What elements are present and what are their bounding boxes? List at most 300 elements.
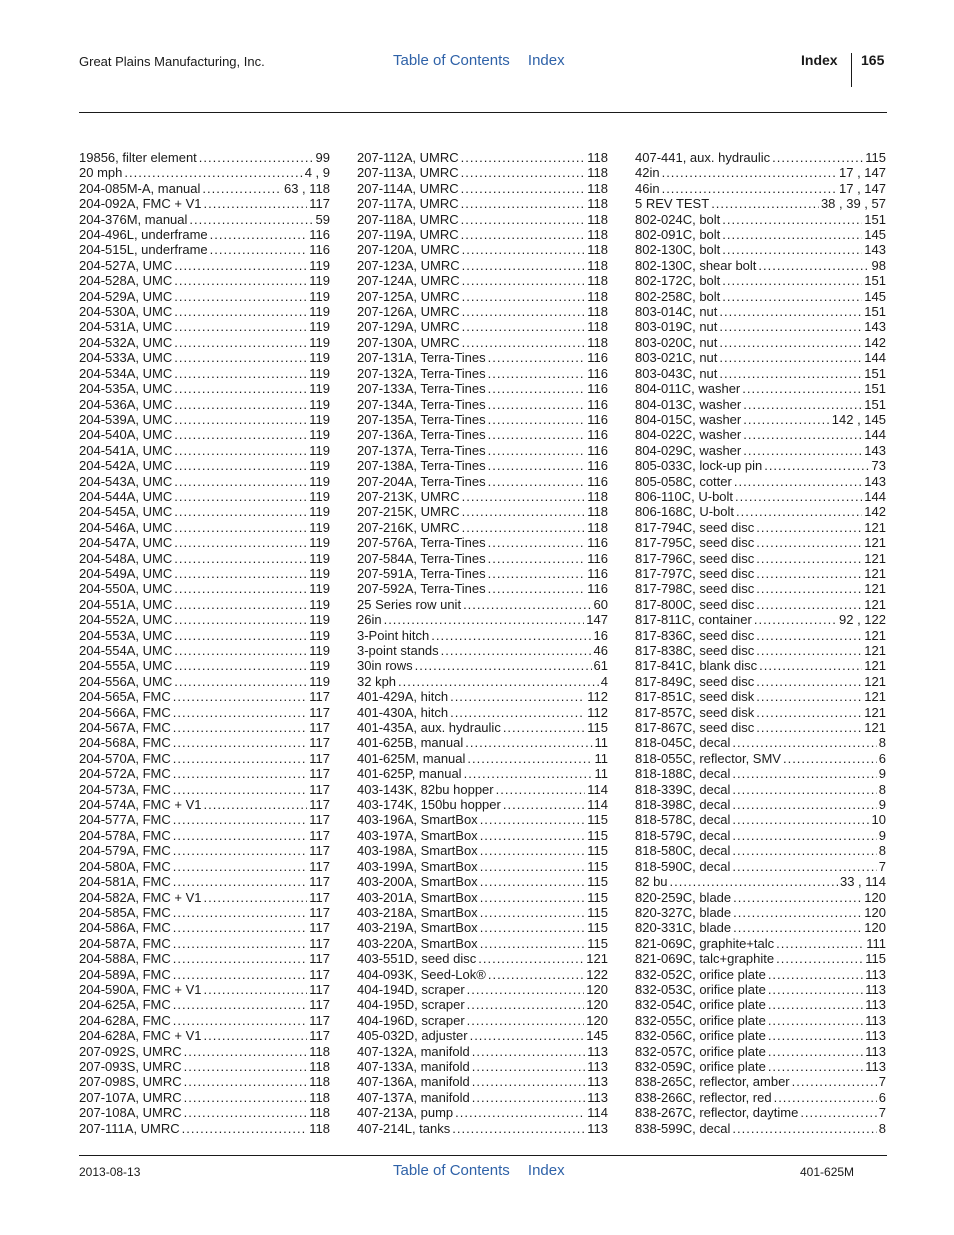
index-entry[interactable] [635, 705, 886, 720]
index-entry[interactable] [79, 828, 330, 843]
index-entry-page-link[interactable]: 151 [864, 304, 886, 320]
index-entry[interactable] [79, 381, 330, 396]
index-entry-page-link[interactable]: 113 [587, 1074, 608, 1090]
index-entry[interactable] [635, 890, 886, 905]
index-entry[interactable] [79, 1059, 330, 1074]
index-entry-page-link[interactable]: 118 [587, 150, 608, 165]
index-entry-page-link[interactable]: 142 , 145 [831, 411, 886, 427]
index-entry-page-link[interactable]: 122 [586, 966, 608, 982]
index-entry[interactable] [79, 581, 330, 596]
index-entry[interactable] [357, 412, 608, 427]
index-entry-page-link[interactable]: 117 [309, 704, 330, 720]
index-entry[interactable] [357, 658, 608, 673]
index-entry[interactable] [635, 165, 886, 180]
index-entry-page-link[interactable]: 118 [309, 1089, 330, 1105]
index-entry[interactable] [635, 474, 886, 489]
index-entry[interactable] [357, 967, 608, 982]
index-entry[interactable] [357, 397, 608, 412]
index-entry-page-link[interactable]: 115 [587, 889, 608, 905]
index-entry-page-link[interactable]: 117 [309, 827, 330, 843]
index-entry[interactable] [635, 1105, 886, 1120]
index-entry-page-link[interactable]: 116 [309, 227, 330, 243]
index-entry[interactable] [79, 181, 330, 196]
index-entry[interactable] [357, 782, 608, 797]
index-entry[interactable] [357, 273, 608, 288]
index-entry-page-link[interactable]: 118 [587, 165, 608, 181]
index-entry[interactable] [635, 874, 886, 889]
index-entry-page-link[interactable]: 9 [878, 827, 886, 843]
index-entry[interactable] [357, 566, 608, 581]
index-entry-page-link[interactable]: 121 [864, 519, 886, 535]
index-entry-page-link[interactable]: 117 [309, 766, 330, 782]
index-entry-page-link[interactable]: 33 , 114 [839, 874, 886, 890]
index-entry-page-link[interactable]: 151 [864, 381, 886, 397]
index-entry[interactable] [635, 597, 886, 612]
index-entry-page-link[interactable]: 117 [309, 1028, 330, 1044]
index-entry[interactable] [635, 458, 886, 473]
index-entry-page-link[interactable]: 118 [309, 1105, 330, 1121]
index-entry-page-link[interactable]: 142 [864, 504, 886, 520]
index-entry-page-link[interactable]: 117 [309, 797, 330, 813]
index-entry-page-link[interactable]: 115 [587, 812, 608, 828]
index-entry[interactable] [635, 566, 886, 581]
index-entry[interactable] [357, 427, 608, 442]
index-entry[interactable] [357, 335, 608, 350]
index-entry-page-link[interactable]: 119 [309, 473, 330, 489]
index-entry-page-link[interactable]: 119 [309, 381, 330, 397]
index-entry-page-link[interactable]: 9 [878, 797, 886, 813]
index-entry[interactable] [79, 304, 330, 319]
index-entry-page-link[interactable]: 16 [593, 627, 608, 643]
index-entry-page-link[interactable]: 118 [587, 227, 608, 243]
index-entry-page-link[interactable]: 121 [864, 565, 886, 581]
index-entry[interactable] [79, 551, 330, 566]
index-entry[interactable] [357, 643, 608, 658]
index-entry[interactable] [79, 936, 330, 951]
index-entry-page-link[interactable]: 151 [864, 365, 886, 381]
index-entry[interactable] [357, 165, 608, 180]
index-entry-page-link[interactable]: 120 [586, 1012, 608, 1028]
index-entry-page-link[interactable]: 98 [871, 257, 886, 273]
index-entry-page-link[interactable]: 7 [878, 1074, 886, 1090]
index-entry-page-link[interactable]: 143 [864, 442, 886, 458]
index-entry-page-link[interactable]: 119 [309, 596, 330, 612]
index-entry[interactable] [357, 304, 608, 319]
index-entry-page-link[interactable]: 121 [864, 596, 886, 612]
index-entry-page-link[interactable]: 11 [594, 766, 608, 782]
index-entry-page-link[interactable]: 143 [864, 319, 886, 335]
index-entry[interactable] [635, 843, 886, 858]
index-entry[interactable] [357, 705, 608, 720]
index-entry[interactable] [357, 612, 608, 627]
index-entry-page-link[interactable]: 118 [587, 504, 608, 520]
index-entry[interactable] [357, 196, 608, 211]
index-entry-page-link[interactable]: 145 [586, 1028, 608, 1044]
index-entry[interactable] [635, 181, 886, 196]
index-entry-page-link[interactable]: 119 [309, 304, 330, 320]
index-entry-page-link[interactable]: 119 [309, 581, 330, 597]
index-entry[interactable] [635, 828, 886, 843]
index-entry-page-link[interactable]: 117 [309, 966, 330, 982]
index-entry[interactable] [635, 797, 886, 812]
index-entry-page-link[interactable]: 121 [586, 951, 608, 967]
index-entry-page-link[interactable]: 119 [309, 673, 330, 689]
index-entry-page-link[interactable]: 113 [587, 1120, 608, 1136]
index-entry-page-link[interactable]: 116 [587, 550, 608, 566]
index-entry[interactable] [635, 674, 886, 689]
index-entry[interactable] [357, 1105, 608, 1120]
index-entry[interactable] [79, 1013, 330, 1028]
index-entry-page-link[interactable]: 114 [587, 781, 608, 797]
index-entry[interactable] [79, 705, 330, 720]
index-entry[interactable] [357, 350, 608, 365]
index-entry-page-link[interactable]: 119 [309, 458, 330, 474]
index-entry-page-link[interactable]: 120 [864, 889, 886, 905]
index-entry[interactable] [635, 335, 886, 350]
index-entry[interactable] [79, 782, 330, 797]
index-entry-page-link[interactable]: 11 [594, 750, 608, 766]
index-entry-page-link[interactable]: 119 [309, 288, 330, 304]
index-entry-page-link[interactable]: 115 [587, 720, 608, 736]
index-entry-page-link[interactable]: 112 [587, 704, 608, 720]
index-entry[interactable] [635, 1090, 886, 1105]
index-entry-page-link[interactable]: 7 [878, 858, 886, 874]
index-entry-page-link[interactable]: 119 [309, 396, 330, 412]
index-entry[interactable] [357, 766, 608, 781]
index-entry-page-link[interactable]: 8 [878, 781, 886, 797]
index-entry-page-link[interactable]: 119 [309, 427, 330, 443]
index-entry-page-link[interactable]: 117 [309, 735, 330, 751]
index-entry-page-link[interactable]: 118 [587, 334, 608, 350]
index-entry[interactable] [635, 751, 886, 766]
index-entry[interactable] [357, 443, 608, 458]
index-entry-page-link[interactable]: 8 [878, 1120, 886, 1136]
index-entry-page-link[interactable]: 119 [309, 488, 330, 504]
index-entry-page-link[interactable]: 117 [309, 920, 330, 936]
index-entry-page-link[interactable]: 142 [864, 334, 886, 350]
index-entry-page-link[interactable]: 115 [587, 874, 608, 890]
index-entry-page-link[interactable]: 151 [864, 396, 886, 412]
index-entry[interactable] [357, 982, 608, 997]
index-entry-page-link[interactable]: 115 [865, 951, 886, 967]
index-entry[interactable] [79, 196, 330, 211]
index-entry-page-link[interactable]: 121 [864, 704, 886, 720]
index-entry-page-link[interactable]: 118 [587, 304, 608, 320]
index-entry[interactable] [357, 920, 608, 935]
index-entry-page-link[interactable]: 120 [864, 904, 886, 920]
index-entry-page-link[interactable]: 117 [309, 935, 330, 951]
index-entry-page-link[interactable]: 115 [587, 827, 608, 843]
index-entry[interactable] [635, 489, 886, 504]
index-entry-page-link[interactable]: 119 [309, 627, 330, 643]
index-entry-page-link[interactable]: 59 [315, 211, 330, 227]
index-entry[interactable] [357, 504, 608, 519]
index-entry[interactable] [357, 319, 608, 334]
index-entry-page-link[interactable]: 113 [587, 1089, 608, 1105]
index-entry-page-link[interactable]: 116 [587, 473, 608, 489]
index-entry[interactable] [79, 427, 330, 442]
index-entry-page-link[interactable]: 121 [864, 673, 886, 689]
index-entry-page-link[interactable]: 116 [587, 365, 608, 381]
index-entry-page-link[interactable]: 121 [864, 658, 886, 674]
index-entry-page-link[interactable]: 119 [309, 535, 330, 551]
index-entry-page-link[interactable]: 117 [309, 196, 330, 212]
index-entry-page-link[interactable]: 121 [864, 643, 886, 658]
index-entry-page-link[interactable]: 118 [587, 488, 608, 504]
index-entry-page-link[interactable]: 118 [309, 1058, 330, 1074]
index-entry-page-link[interactable]: 116 [587, 381, 608, 397]
index-entry[interactable] [635, 612, 886, 627]
index-entry-page-link[interactable]: 113 [865, 1012, 886, 1028]
index-entry[interactable] [635, 381, 886, 396]
index-entry[interactable] [635, 258, 886, 273]
index-entry-page-link[interactable]: 151 [864, 273, 886, 289]
index-entry-page-link[interactable]: 111 [866, 935, 886, 951]
index-entry-page-link[interactable]: 118 [587, 319, 608, 335]
index-entry-page-link[interactable]: 120 [586, 981, 608, 997]
index-entry-page-link[interactable]: 119 [309, 565, 330, 581]
index-entry[interactable] [635, 643, 886, 658]
index-entry-page-link[interactable]: 60 [593, 596, 608, 612]
index-entry-page-link[interactable]: 120 [586, 997, 608, 1013]
index-entry[interactable] [79, 474, 330, 489]
index-entry-page-link[interactable]: 117 [309, 858, 330, 874]
index-entry-page-link[interactable]: 151 [864, 211, 886, 227]
index-entry-page-link[interactable]: 6 [878, 1089, 886, 1105]
index-entry-page-link[interactable]: 11 [594, 735, 608, 751]
index-entry[interactable] [357, 674, 608, 689]
index-entry[interactable] [357, 581, 608, 596]
index-entry[interactable] [357, 751, 608, 766]
index-entry[interactable] [357, 1028, 608, 1043]
index-entry-page-link[interactable]: 8 [878, 843, 886, 859]
index-entry-page-link[interactable]: 116 [587, 411, 608, 427]
index-entry[interactable] [79, 597, 330, 612]
index-entry-page-link[interactable]: 8 [878, 735, 886, 751]
index-entry[interactable] [635, 227, 886, 242]
index-entry-page-link[interactable]: 113 [865, 997, 886, 1013]
index-entry[interactable] [357, 951, 608, 966]
index-entry[interactable] [357, 474, 608, 489]
index-entry-page-link[interactable]: 143 [864, 473, 886, 489]
index-entry-page-link[interactable]: 119 [309, 658, 330, 674]
index-entry[interactable] [79, 812, 330, 827]
index-entry-page-link[interactable]: 119 [309, 504, 330, 520]
index-entry[interactable] [79, 612, 330, 627]
index-entry[interactable] [357, 212, 608, 227]
index-entry-page-link[interactable]: 118 [587, 257, 608, 273]
index-entry-page-link[interactable]: 113 [865, 981, 886, 997]
index-entry-page-link[interactable]: 118 [309, 1120, 330, 1136]
index-entry-page-link[interactable]: 121 [864, 689, 886, 705]
index-entry[interactable] [635, 304, 886, 319]
index-entry-page-link[interactable]: 119 [309, 334, 330, 350]
index-entry[interactable] [635, 397, 886, 412]
index-entry[interactable] [635, 936, 886, 951]
index-entry[interactable] [357, 735, 608, 750]
index-entry[interactable] [635, 581, 886, 596]
footer-table-of-contents-link[interactable]: Table of Contents [393, 1162, 510, 1179]
index-entry[interactable] [357, 997, 608, 1012]
index-entry-page-link[interactable]: 4 , 9 [304, 165, 330, 181]
index-entry[interactable] [357, 1090, 608, 1105]
index-entry-page-link[interactable]: 118 [587, 196, 608, 212]
index-entry[interactable] [357, 689, 608, 704]
index-entry-page-link[interactable]: 144 [864, 427, 886, 443]
index-entry[interactable] [357, 905, 608, 920]
index-entry[interactable] [79, 443, 330, 458]
index-entry-page-link[interactable]: 119 [309, 643, 330, 658]
index-entry[interactable] [635, 951, 886, 966]
index-entry[interactable] [79, 997, 330, 1012]
index-entry[interactable] [79, 366, 330, 381]
index-entry[interactable] [79, 350, 330, 365]
index-entry-page-link[interactable]: 117 [309, 951, 330, 967]
footer-index-link[interactable]: Index [527, 1162, 565, 1179]
index-entry-page-link[interactable]: 116 [587, 427, 608, 443]
index-entry-page-link[interactable]: 117 [309, 981, 330, 997]
index-entry[interactable] [635, 1028, 886, 1043]
index-entry-page-link[interactable]: 143 [864, 242, 886, 258]
index-entry[interactable] [79, 212, 330, 227]
index-entry[interactable] [635, 1013, 886, 1028]
index-entry[interactable] [79, 1028, 330, 1043]
index-entry[interactable] [357, 828, 608, 843]
index-entry[interactable] [79, 967, 330, 982]
index-entry-page-link[interactable]: 119 [309, 365, 330, 381]
index-entry[interactable] [79, 920, 330, 935]
index-entry[interactable] [635, 520, 886, 535]
index-entry-page-link[interactable]: 116 [587, 565, 608, 581]
index-entry[interactable] [79, 843, 330, 858]
index-entry-page-link[interactable]: 115 [587, 920, 608, 936]
index-entry-page-link[interactable]: 113 [587, 1058, 608, 1074]
index-entry[interactable] [79, 150, 330, 165]
index-entry[interactable] [635, 150, 886, 165]
index-entry-page-link[interactable]: 119 [309, 612, 330, 628]
index-entry[interactable] [635, 196, 886, 211]
index-entry-page-link[interactable]: 147 [586, 612, 608, 628]
index-entry[interactable] [79, 1105, 330, 1120]
index-entry[interactable] [79, 674, 330, 689]
index-entry[interactable] [357, 366, 608, 381]
index-entry-page-link[interactable]: 117 [309, 997, 330, 1013]
index-entry-page-link[interactable]: 114 [587, 1105, 608, 1121]
index-entry-page-link[interactable]: 6 [878, 750, 886, 766]
index-entry-page-link[interactable]: 145 [864, 227, 886, 243]
index-entry[interactable] [79, 319, 330, 334]
index-entry-page-link[interactable]: 115 [587, 935, 608, 951]
index-entry[interactable] [635, 350, 886, 365]
index-entry[interactable] [635, 366, 886, 381]
index-entry[interactable] [79, 1090, 330, 1105]
index-entry-page-link[interactable]: 38 , 39 , 57 [820, 196, 886, 212]
index-entry[interactable] [357, 227, 608, 242]
index-entry[interactable] [357, 628, 608, 643]
index-entry-page-link[interactable]: 116 [587, 458, 608, 474]
index-entry[interactable] [635, 658, 886, 673]
index-entry-page-link[interactable]: 144 [864, 488, 886, 504]
index-entry[interactable] [635, 905, 886, 920]
index-entry-page-link[interactable]: 115 [587, 904, 608, 920]
index-entry[interactable] [635, 735, 886, 750]
index-entry[interactable] [635, 967, 886, 982]
index-entry[interactable] [357, 535, 608, 550]
index-entry-page-link[interactable]: 10 [871, 812, 886, 828]
index-entry-page-link[interactable]: 115 [587, 843, 608, 859]
index-entry-page-link[interactable]: 121 [864, 581, 886, 597]
index-entry[interactable] [635, 766, 886, 781]
table-of-contents-link[interactable]: Table of Contents [393, 52, 510, 69]
index-entry[interactable] [357, 812, 608, 827]
index-entry-page-link[interactable]: 117 [309, 689, 330, 705]
index-entry-page-link[interactable]: 117 [309, 889, 330, 905]
index-entry[interactable] [79, 751, 330, 766]
index-entry[interactable] [357, 936, 608, 951]
index-entry[interactable] [357, 520, 608, 535]
index-entry[interactable] [357, 874, 608, 889]
index-entry[interactable] [357, 458, 608, 473]
index-entry[interactable] [79, 643, 330, 658]
index-entry[interactable] [79, 566, 330, 581]
index-entry-page-link[interactable]: 119 [309, 411, 330, 427]
index-entry[interactable] [79, 890, 330, 905]
index-entry-page-link[interactable]: 113 [865, 1028, 886, 1044]
index-entry-page-link[interactable]: 121 [864, 720, 886, 736]
index-entry-page-link[interactable]: 144 [864, 350, 886, 366]
index-entry[interactable] [79, 658, 330, 673]
index-entry[interactable] [635, 997, 886, 1012]
index-entry-page-link[interactable]: 115 [587, 858, 608, 874]
index-entry-page-link[interactable]: 9 [878, 766, 886, 782]
index-entry[interactable] [357, 890, 608, 905]
index-entry-page-link[interactable]: 118 [309, 1043, 330, 1059]
index-entry[interactable] [79, 258, 330, 273]
index-entry[interactable] [79, 273, 330, 288]
index-entry[interactable] [357, 859, 608, 874]
index-entry[interactable] [79, 289, 330, 304]
index-entry[interactable] [79, 335, 330, 350]
index-entry[interactable] [79, 874, 330, 889]
index-entry-page-link[interactable]: 113 [865, 1058, 886, 1074]
index-entry-page-link[interactable]: 119 [309, 350, 330, 366]
index-entry-page-link[interactable]: 113 [587, 1043, 608, 1059]
index-entry-page-link[interactable]: 118 [587, 273, 608, 289]
index-entry-page-link[interactable]: 113 [865, 1043, 886, 1059]
index-entry-page-link[interactable]: 120 [864, 920, 886, 936]
index-entry-page-link[interactable]: 117 [309, 781, 330, 797]
index-entry-page-link[interactable]: 116 [587, 442, 608, 458]
index-entry-page-link[interactable]: 119 [309, 273, 330, 289]
index-entry[interactable] [635, 1044, 886, 1059]
index-entry[interactable] [79, 504, 330, 519]
index-entry[interactable] [635, 289, 886, 304]
index-entry[interactable] [357, 797, 608, 812]
index-entry[interactable] [79, 735, 330, 750]
index-entry-page-link[interactable]: 117 [309, 904, 330, 920]
index-entry[interactable] [79, 489, 330, 504]
index-entry-page-link[interactable]: 117 [309, 750, 330, 766]
index-entry[interactable] [635, 1059, 886, 1074]
index-entry[interactable] [357, 551, 608, 566]
index-entry-page-link[interactable]: 116 [587, 350, 608, 366]
index-entry-page-link[interactable]: 116 [309, 242, 330, 258]
index-entry-page-link[interactable]: 118 [587, 519, 608, 535]
index-entry-page-link[interactable]: 118 [587, 288, 608, 304]
index-entry-page-link[interactable]: 17 , 147 [839, 180, 886, 196]
index-entry[interactable] [635, 242, 886, 257]
index-entry[interactable] [79, 951, 330, 966]
